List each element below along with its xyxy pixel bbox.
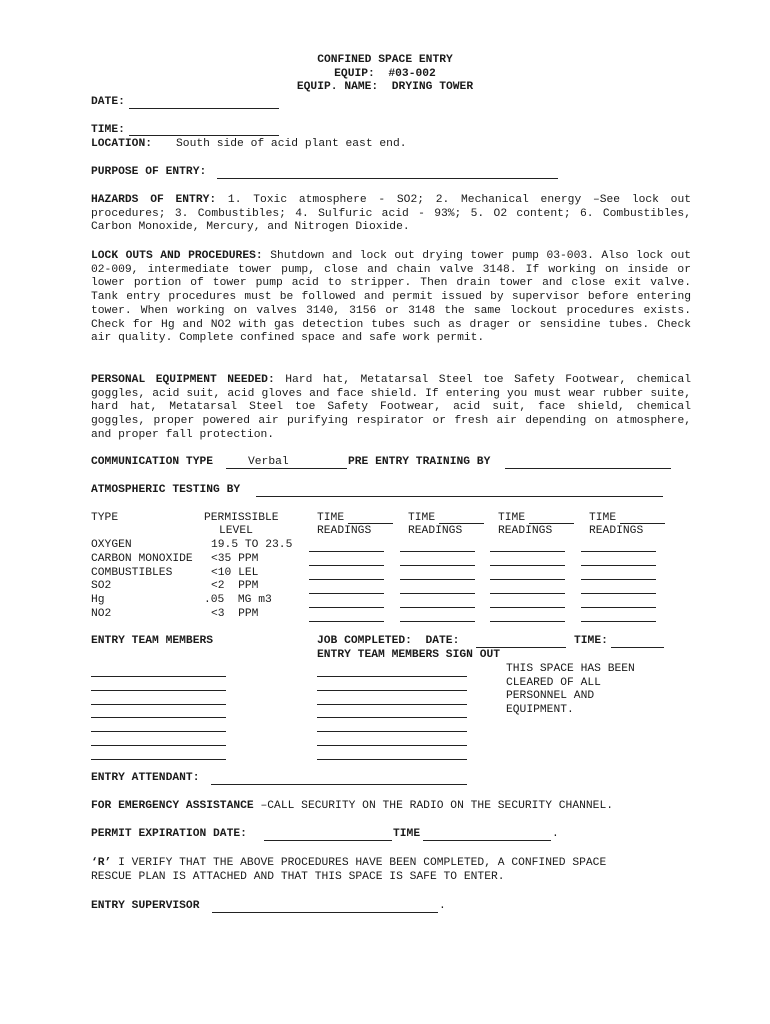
purpose-field[interactable] [217,178,558,179]
reading-field[interactable] [400,551,475,552]
atmospheric-testing-field[interactable] [256,496,663,497]
reading-field[interactable] [490,579,565,580]
job-completed-time-label: TIME: [574,635,608,647]
reading-field[interactable] [400,621,475,622]
sign-out-field[interactable] [317,704,467,705]
permit-expiration-label: PERMIT EXPIRATION DATE: [91,828,247,840]
time-field-3[interactable] [529,523,574,524]
atmospheric-testing-label: ATMOSPHERIC TESTING BY [91,484,241,496]
sign-out-field[interactable] [317,676,467,677]
reading-field[interactable] [581,593,656,594]
reading-field[interactable] [309,551,384,552]
team-member-field[interactable] [91,759,226,760]
type-header: TYPE [91,512,119,524]
reading-field[interactable] [581,551,656,552]
row-level: 19.5 TO 23.5 [211,539,293,551]
sign-out-field[interactable] [317,759,467,760]
verify-line-2: RESCUE PLAN IS ATTACHED AND THAT THIS SPACE IS SAFE TO ENTER. [91,871,505,883]
readings-header-4: READINGS [589,525,644,537]
emergency-text: –CALL SECURITY ON THE RADIO ON THE SECURITY CHANNEL. [260,800,614,812]
readings-header-3: READINGS [498,525,553,537]
sign-out-field[interactable] [317,745,467,746]
lockouts-paragraph [91,250,691,346]
row-type: COMBUSTIBLES [91,567,173,579]
time-header-2: TIME [408,512,436,524]
row-level: <3 PPM [211,608,259,620]
location-row [91,138,407,152]
sign-out-field[interactable] [317,717,467,718]
ppe-text: Hard hat, Metatarsal Steel toe Safety Footwear, chemical goggles, acid suit, acid gloves and face shield. If entering you must wear rubber suite, hard hat, Metatarsal Steel toe Safety Footwear, acid suit, face shield, chemical goggles, proper powered air purifying respirator or fresh air depending on atmosphere, and proper fall protection. [91,374,692,441]
purpose-label: PURPOSE OF ENTRY: [91,166,207,178]
entry-team-label: ENTRY TEAM MEMBERS [91,635,214,647]
time-field-4[interactable] [620,523,665,524]
permit-expiration-date-field[interactable] [264,840,392,841]
sign-out-field[interactable] [317,690,467,691]
ppe-label: PERSONAL EQUIPMENT NEEDED: [91,374,275,386]
row-type: Hg [91,594,105,606]
hazards-paragraph [91,194,691,235]
cleared-text-line: THIS SPACE HAS BEEN [506,663,635,675]
time-header-3: TIME [498,512,526,524]
level-header: LEVEL [219,525,253,537]
location-label: LOCATION: [91,138,153,150]
entry-attendant-label: ENTRY ATTENDANT: [91,772,200,784]
row-level: <10 LEL [211,567,259,579]
row-type: SO2 [91,580,112,592]
verify-line-1: I VERIFY THAT THE ABOVE PROCEDURES HAVE BEEN COMPLETED, A CONFINED SPACE [111,857,607,869]
date-label: DATE: [91,96,125,108]
emergency-label: FOR EMERGENCY ASSISTANCE [91,800,254,812]
reading-field[interactable] [581,621,656,622]
permit-expiration-end: . [552,828,559,840]
time-label: TIME: [91,124,125,136]
team-member-field[interactable] [91,731,226,732]
form-title: CONFINED SPACE ENTRY [317,54,453,66]
team-member-field[interactable] [91,704,226,705]
job-completed-time-field[interactable] [611,647,664,648]
reading-field[interactable] [400,579,475,580]
date-field[interactable] [129,108,279,109]
reading-field[interactable] [581,565,656,566]
job-completed-date-field[interactable] [476,647,566,648]
hazards-label: HAZARDS OF ENTRY: [91,194,217,206]
team-member-field[interactable] [91,717,226,718]
reading-field[interactable] [309,607,384,608]
row-type: CARBON MONOXIDE [91,553,193,565]
cleared-text-line: EQUIPMENT. [506,704,574,716]
reading-field[interactable] [581,607,656,608]
equipment-number: EQUIP: #03-002 [334,68,436,80]
cleared-text-line: PERSONNEL AND [506,690,595,702]
ppe-paragraph [91,374,691,443]
team-member-field[interactable] [91,676,226,677]
pre-entry-training-field[interactable] [505,468,671,469]
hazards-text: 1. Toxic atmosphere - SO2; 2. Mechanical energy –See lock out procedures; 3. Combustibles; 4. Sulfuric acid - 93%; 5. O2 content; 6. Combustibles, Carbon Monoxide, Mercury, and Nitrogen Dioxide. [91,194,692,234]
row-level: .05 MG m3 [204,594,272,606]
time-header-1: TIME [317,512,345,524]
communication-label: COMMUNICATION TYPE [91,456,214,468]
permit-expiration-time-field[interactable] [423,840,551,841]
entry-supervisor-end: . [439,900,446,912]
cleared-text-line: CLEARED OF ALL [506,677,601,689]
team-member-field[interactable] [91,690,226,691]
reading-field[interactable] [400,593,475,594]
reading-field[interactable] [309,593,384,594]
permit-expiration-time-label: TIME [393,828,421,840]
reading-field[interactable] [309,621,384,622]
sign-out-label: ENTRY TEAM MEMBERS SIGN OUT [317,649,501,661]
emergency-row [91,800,613,814]
reading-field[interactable] [581,579,656,580]
time-field-1[interactable] [348,523,393,524]
team-member-field[interactable] [91,745,226,746]
permissible-header: PERMISSIBLE [204,512,279,524]
time-field[interactable] [129,135,279,136]
sign-out-field[interactable] [317,731,467,732]
reading-field[interactable] [490,607,565,608]
reading-field[interactable] [490,551,565,552]
readings-header-1: READINGS [317,525,372,537]
lockouts-text: Shutdown and lock out drying tower pump 03-003. Also lock out 02-009, intermediate tower pump, close and chain valve 3148. If working on inside or lower portion of tower pump acid to stripper. Then drain tower and close exit valve. Tank entry procedures must be followed and permit issued by supervisor before entering tower. When working on valves 3140, 3156 or 3148 the same lockout procedures exists. Check for Hg and NO2 with gas detection tubes such as drager or sensidine tubes. Check air quality. Complete confined space and safe work permit. [91,250,691,345]
row-type: NO2 [91,608,112,620]
entry-attendant-field[interactable] [211,784,467,785]
pre-entry-training-label: PRE ENTRY TRAINING BY [348,456,491,468]
entry-supervisor-label: ENTRY SUPERVISOR [91,900,200,912]
time-field-2[interactable] [439,523,484,524]
verify-row [91,857,606,871]
reading-field[interactable] [490,565,565,566]
readings-header-2: READINGS [408,525,463,537]
row-type: OXYGEN [91,539,132,551]
row-level: <2 PPM [211,580,259,592]
entry-supervisor-field[interactable] [212,912,438,913]
equipment-name: EQUIP. NAME: DRYING TOWER [296,81,474,93]
job-completed-label: JOB COMPLETED: DATE: [317,635,460,647]
reading-field[interactable] [400,565,475,566]
reading-field[interactable] [490,621,565,622]
reading-field[interactable] [490,593,565,594]
reading-field[interactable] [309,565,384,566]
location-value: South side of acid plant east end. [176,138,407,150]
lockouts-label: LOCK OUTS AND PROCEDURES: [91,250,263,262]
reading-field[interactable] [400,607,475,608]
communication-value: Verbal [248,456,289,468]
verify-mark: ‘R’ [91,857,112,869]
reading-field[interactable] [309,579,384,580]
row-level: <35 PPM [211,553,259,565]
time-header-4: TIME [589,512,617,524]
